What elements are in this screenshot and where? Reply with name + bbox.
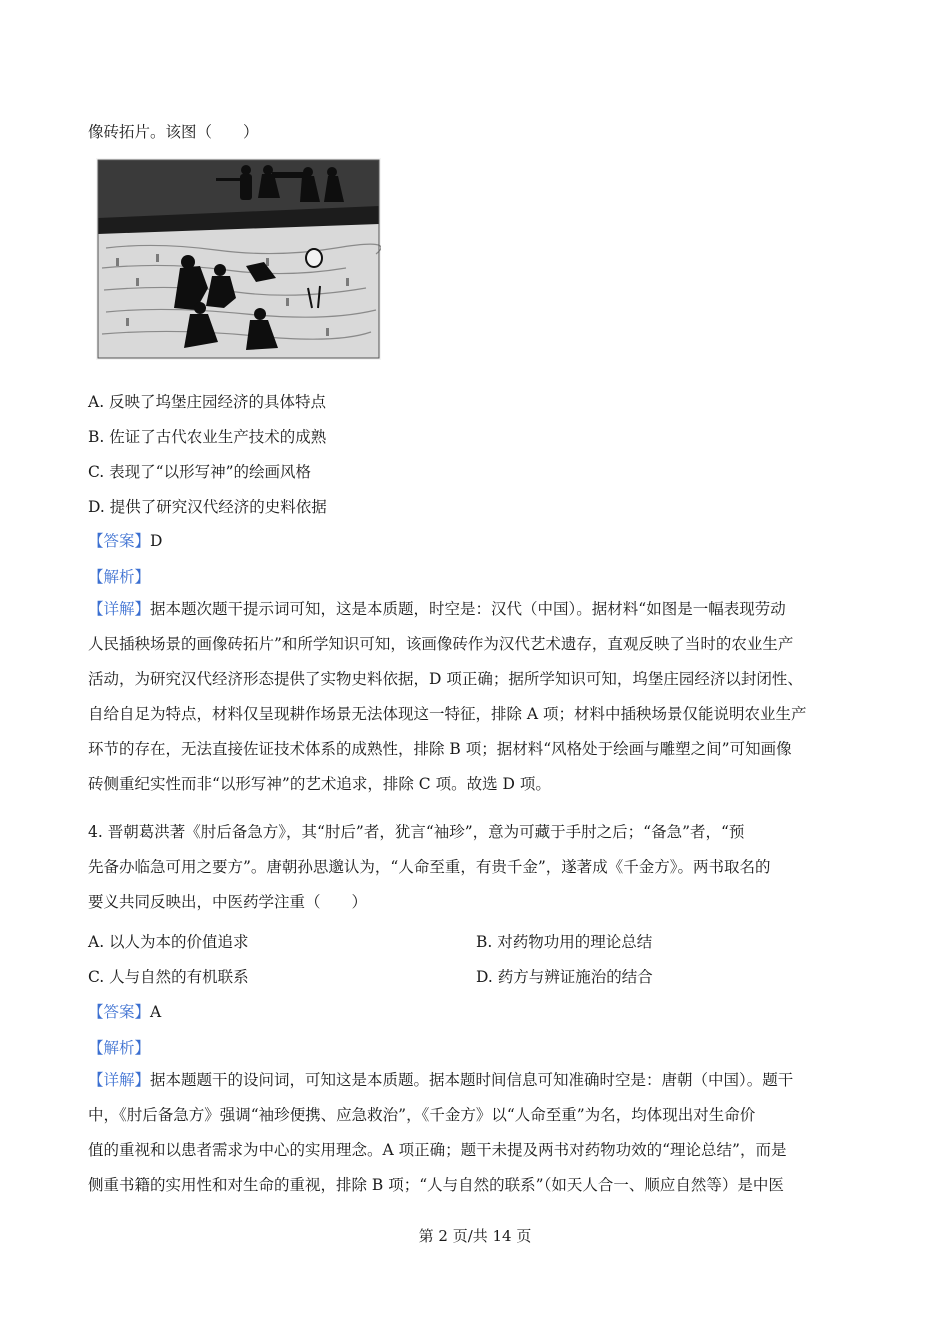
q3-option-b: B. 佐证了古代农业生产技术的成熟 — [88, 428, 327, 446]
analysis-tag: 【解析】 — [88, 568, 151, 586]
detail-tag: 【详解】 — [88, 1071, 151, 1089]
q4-option-d: D. 药方与辨证施治的结合 — [476, 968, 653, 986]
detail-line: 活动，为研究汉代经济形态提供了实物史料依据，D 项正确；据所学知识可知，坞堡庄园经济以封闭性、 — [88, 670, 803, 688]
answer-tag: 【答案】 — [88, 532, 151, 550]
page-footer: 第 2 页/共 14 页 — [418, 1227, 532, 1245]
detail-line: 环节的存在，无法直接佐证技术体系的成熟性，排除 B 项；据材料“风格处于绘画与雕塑之间”可知画像 — [88, 740, 792, 758]
q4-option-a: A. 以人为本的价值追求 — [88, 933, 249, 951]
q4-detail — [88, 1063, 860, 1203]
q3-option-a: A. 反映了坞堡庄园经济的具体特点 — [88, 393, 327, 411]
answer-value: A — [150, 1003, 162, 1021]
detail-line: 砖侧重纪实性而非“以形写神”的艺术追求，排除 C 项。故选 D 项。 — [88, 775, 551, 793]
q3-option-c: C. 表现了“以形写神”的绘画风格 — [88, 463, 312, 481]
detail-tag: 【详解】 — [88, 600, 151, 618]
q3-analysis-line — [88, 567, 150, 587]
detail-line: 中，《肘后备急方》强调“袖珍便携、应急救治”，《千金方》以“人命至重”为名，均体现出对生命价 — [88, 1106, 756, 1124]
stem-line: 4. 晋朝葛洪著《肘后备急方》，其“肘后”者，犹言“袖珍”，意为可藏于手肘之后；“备急”者，“预 — [88, 823, 745, 841]
q3-option-d: D. 提供了研究汉代经济的史料依据 — [88, 498, 327, 516]
stem-line: 要义共同反映出，中医药学注重（ ） — [88, 893, 368, 911]
answer-value: D — [150, 532, 163, 550]
detail-line: 侧重书籍的实用性和对生命的重视，排除 B 项；“人与自然的联系”（如天人合一、顺应自然等）是中医 — [88, 1176, 784, 1194]
detail-line: 【详解】据本题次题干提示词可知，这是本质题，时空是：汉代（中国）。据材料“如图是一幅表现劳动 — [88, 600, 786, 618]
q4-option-c: C. 人与自然的有机联系 — [88, 968, 249, 986]
detail-line: 自给自足为特点，材料仅呈现耕作场景无法体现这一特征，排除 A 项；材料中插秧场景仅能说明农业生产 — [88, 705, 807, 723]
q3-detail — [88, 592, 860, 802]
detail-line: 人民插秧场景的画像砖拓片”和所学知识可知，该画像砖作为汉代艺术遗存，直观反映了当时的农业生产 — [88, 635, 794, 653]
brick-rubbing-icon — [96, 158, 381, 360]
rubbing-image-illustration — [96, 158, 381, 360]
detail-line: 【详解】据本题题干的设问词，可知这是本质题。据本题时间信息可知准确时空是：唐朝（中国）。题干 — [88, 1071, 794, 1089]
q3-stem-tail: 像砖拓片。该图（ ） — [88, 123, 259, 141]
q4-stem — [88, 815, 860, 920]
stem-line: 先备办临急可用之要方”。唐朝孙思邈认为，“人命至重，有贵千金”，遂著成《千金方》。两书取名的 — [88, 858, 771, 876]
analysis-tag: 【解析】 — [88, 1039, 151, 1057]
q3-answer-line — [88, 531, 162, 551]
answer-tag: 【答案】 — [88, 1003, 151, 1021]
detail-line: 值的重视和以患者需求为中心的实用理念。A 项正确；题干未提及两书对药物功效的“理论总结”，而是 — [88, 1141, 787, 1159]
q4-answer-line — [88, 1002, 161, 1022]
q4-option-b: B. 对药物功用的理论总结 — [476, 933, 653, 951]
q4-analysis-line — [88, 1038, 150, 1058]
